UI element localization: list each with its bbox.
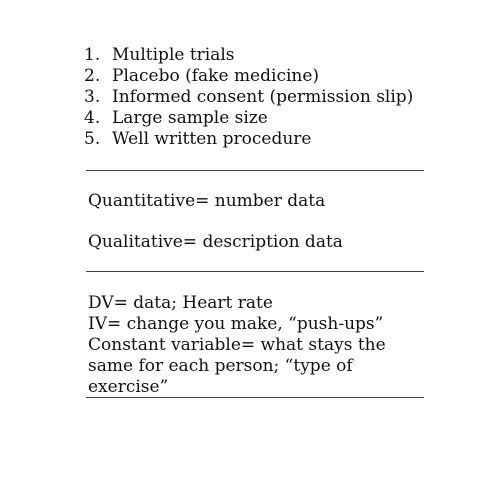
list-item-number: 1. <box>84 45 101 65</box>
constant-variable-line-3: exercise” <box>88 377 169 397</box>
list-item <box>84 129 424 150</box>
list-item-number: 2. <box>84 66 101 86</box>
list-item <box>84 45 424 66</box>
list-item-text: Large sample size <box>112 108 268 128</box>
list-item-text: Multiple trials <box>112 45 235 65</box>
list-item-number: 4. <box>84 108 101 128</box>
list-item-text: Placebo (fake medicine) <box>112 66 320 86</box>
list-item-text: Informed consent (permission slip) <box>112 87 414 107</box>
variables-paragraph <box>88 293 428 398</box>
independent-variable-line: IV= change you make, “push-ups” <box>88 314 384 334</box>
divider-after-variables <box>86 397 424 398</box>
list-item-number: 5. <box>84 129 101 149</box>
constant-variable-line-1: Constant variable= what stays the <box>88 335 386 355</box>
divider-after-data-types <box>86 271 424 272</box>
list-item <box>84 66 424 87</box>
list-item <box>84 87 424 108</box>
numbered-list <box>84 45 424 150</box>
qualitative-definition: Qualitative= description data <box>88 232 343 252</box>
list-item-text: Well written procedure <box>112 129 312 149</box>
constant-variable-line-2: same for each person; “type of <box>88 356 353 376</box>
quantitative-definition: Quantitative= number data <box>88 191 326 211</box>
dependent-variable-line: DV= data; Heart rate <box>88 293 273 313</box>
divider-after-list <box>86 170 424 171</box>
list-item <box>84 108 424 129</box>
list-item-number: 3. <box>84 87 101 107</box>
